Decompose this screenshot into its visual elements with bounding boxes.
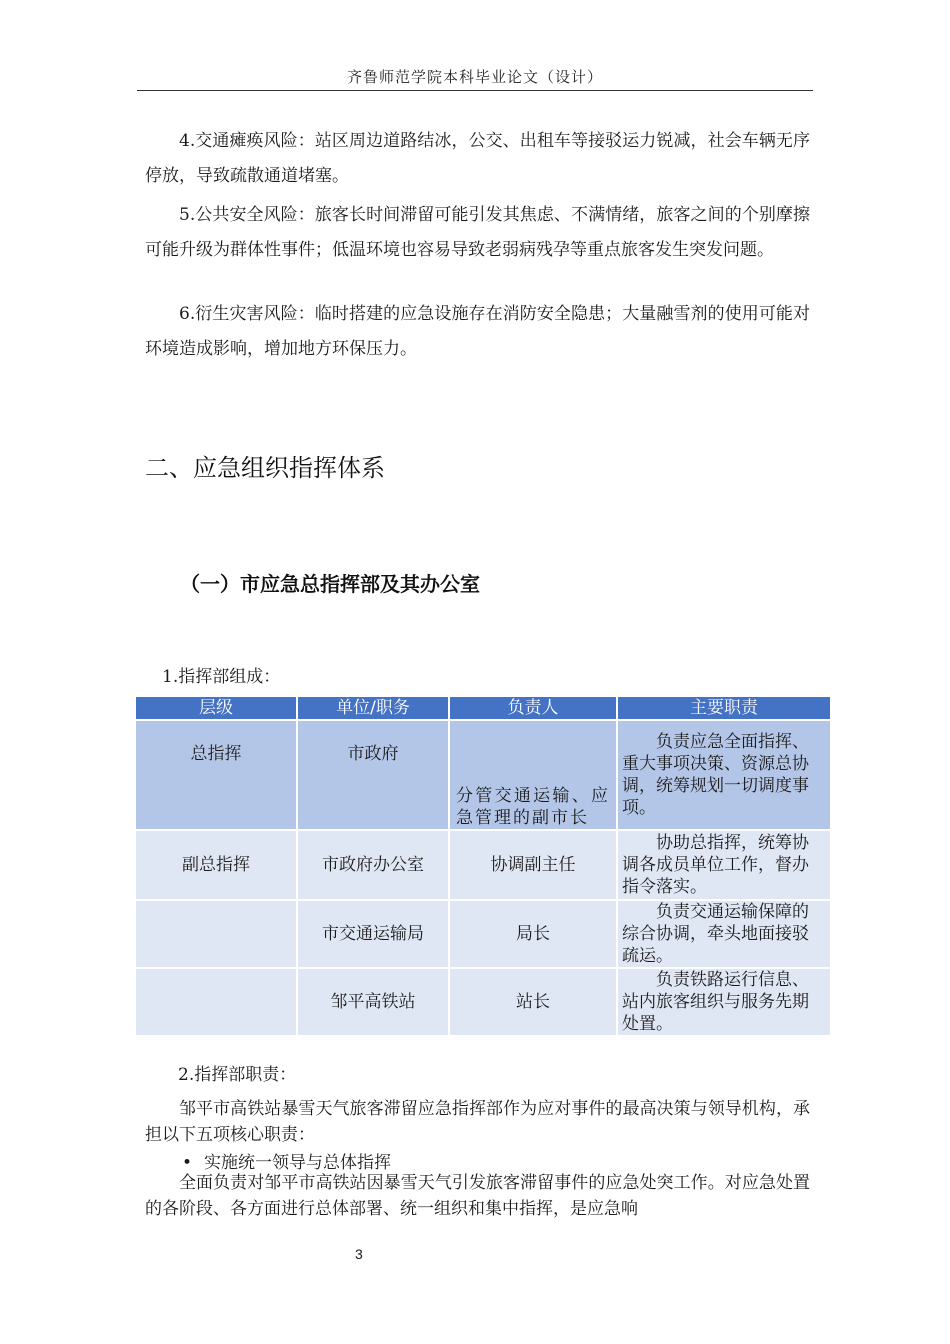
- duties-intro: 邹平市高铁站暴雪天气旅客滞留应急指挥部作为应对事件的最高决策与领导机构，承担以下五项核心职责：: [145, 1099, 810, 1145]
- cell-duty: 协助总指挥，统筹协调各成员单位工作，督办指令落实。: [617, 830, 831, 900]
- table-row: [136, 830, 831, 900]
- composition-label: 1.指挥部组成：: [162, 667, 281, 687]
- table-row: [136, 720, 831, 830]
- duties-label: 2.指挥部职责：: [178, 1065, 297, 1085]
- cell-duty: 负责交通运输保障的综合协调，牵头地面接驳疏运。: [617, 900, 831, 968]
- header-duty: 主要职责: [617, 697, 831, 720]
- cell-level: 副总指挥: [136, 830, 297, 900]
- risk-paragraph-traffic: 4.交通瘫痪风险：站区周边道路结冰，公交、出租车等接驳运力锐减，社会车辆无序停放，导致疏散通道堵塞。: [145, 131, 810, 186]
- header-divider: [137, 90, 813, 91]
- bullet-paragraph: 全面负责对邹平市高铁站因暴雪天气引发旅客滞留事件的应急处突工作。对应急处置的各阶段、各方面进行总体部署、统一组织和集中指挥，是应急响: [145, 1173, 810, 1219]
- cell-duty: 负责应急全面指挥、重大事项决策、资源总协调，统筹规划一切调度事项。: [617, 720, 831, 830]
- page-number: 3: [355, 1246, 363, 1262]
- cell-level: [136, 968, 297, 1035]
- table-header-row: [136, 697, 831, 720]
- risk-paragraph-public-safety: 5.公共安全风险：旅客长时间滞留可能引发其焦虑、不满情绪，旅客之间的个别摩擦可能升级为群体性事件；低温环境也容易导致老弱病残孕等重点旅客发生突发问题。: [145, 205, 810, 260]
- table-row: [136, 968, 831, 1035]
- cell-unit: 邹平高铁站: [297, 968, 449, 1035]
- cell-level: 总指挥: [136, 720, 297, 830]
- command-structure-table: [136, 697, 832, 1035]
- bullet-symbol: •: [182, 1153, 193, 1173]
- cell-person: 分管交通运输、应急管理的副市长: [449, 720, 617, 830]
- table-row: [136, 900, 831, 968]
- section-title: 二、应急组织指挥体系: [145, 454, 385, 482]
- cell-person: 站长: [449, 968, 617, 1035]
- cell-person: 协调副主任: [449, 830, 617, 900]
- header-level: 层级: [136, 697, 297, 720]
- subsection-title: （一）市应急总指挥部及其办公室: [180, 572, 480, 596]
- bullet-text: 实施统一领导与总体指挥: [204, 1153, 391, 1173]
- cell-unit: 市政府办公室: [297, 830, 449, 900]
- header-person: 负责人: [449, 697, 617, 720]
- page-header: 齐鲁师范学院本科毕业论文（设计）: [346, 68, 603, 86]
- cell-person: 局长: [449, 900, 617, 968]
- cell-unit: 市交通运输局: [297, 900, 449, 968]
- cell-duty: 负责铁路运行信息、站内旅客组织与服务先期处置。: [617, 968, 831, 1035]
- risk-paragraph-secondary-disaster: 6.衍生灾害风险：临时搭建的应急设施存在消防安全隐患；大量融雪剂的使用可能对环境造成影响，增加地方环保压力。: [145, 304, 810, 359]
- cell-unit: 市政府: [297, 720, 449, 830]
- header-unit: 单位/职务: [297, 697, 449, 720]
- cell-level: [136, 900, 297, 968]
